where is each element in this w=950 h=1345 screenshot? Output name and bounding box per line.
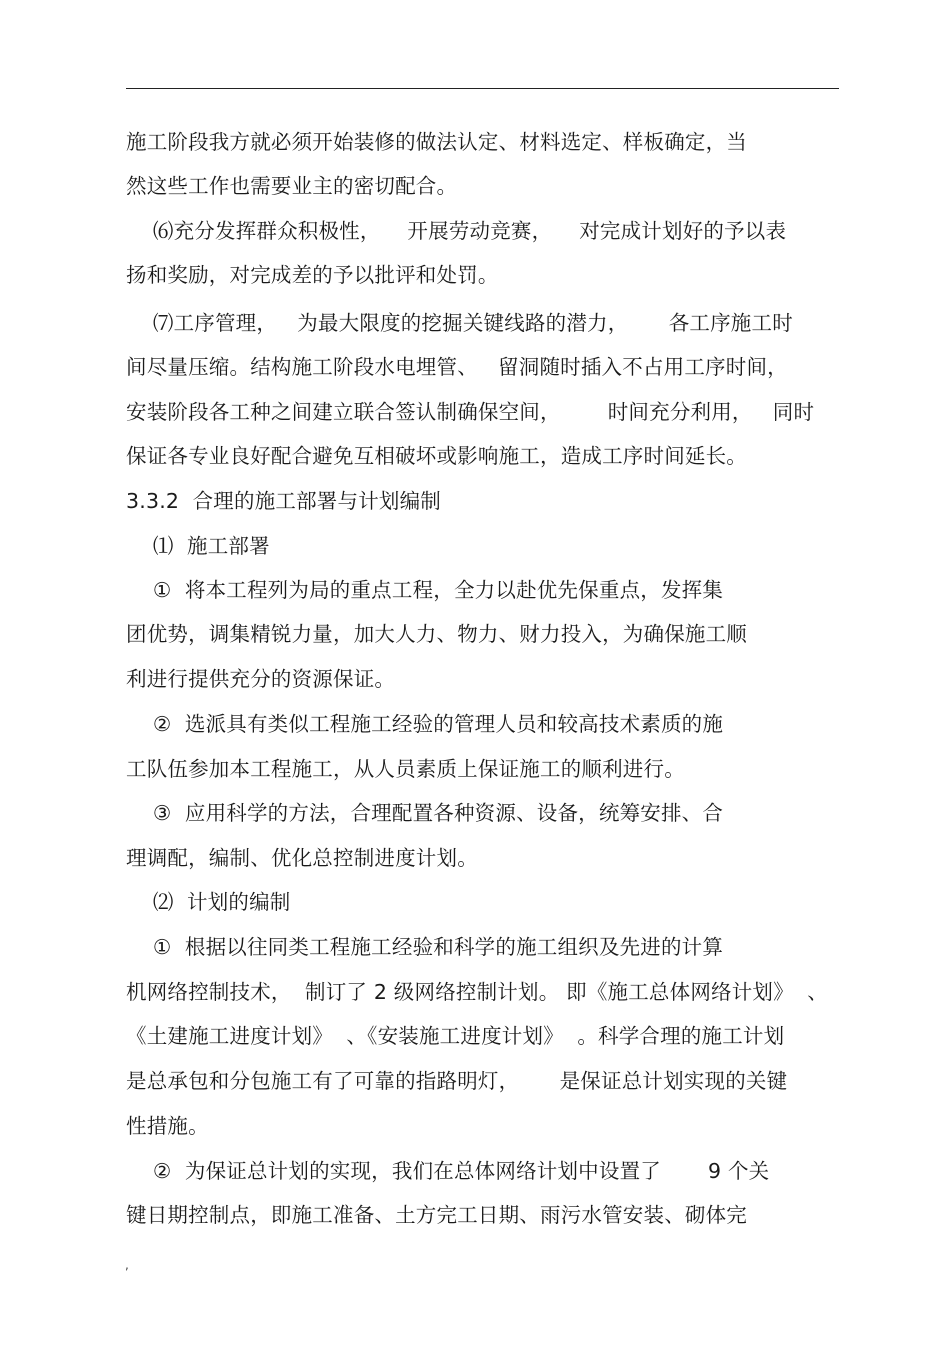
text-line-20: 机网络控制技术， 制订了 2 级网络控制计划。 即《施工总体网络计划》 、 bbox=[126, 980, 828, 1004]
text-line-25: 键日期控制点，即施工准备、土方完工日期、雨污水管安装、砌体完 bbox=[126, 1203, 747, 1227]
text-line-15: 工队伍参加本工程施工，从人员素质上保证施工的顺利进行。 bbox=[126, 757, 685, 781]
text-line-1: 施工阶段我方就必须开始装修的做法认定、材料选定、样板确定，当 bbox=[126, 130, 747, 154]
text-line-8: 保证各专业良好配合避免互相破坏或影响施工，造成工序时间延长。 bbox=[126, 444, 747, 468]
header-rule bbox=[126, 88, 839, 89]
text-line-3: ⑹充分发挥群众积极性， 开展劳动竞赛， 对完成计划好的予以表 bbox=[126, 219, 787, 243]
text-line-16: ③ 应用科学的方法，合理配置各种资源、设备，统筹安排、合 bbox=[126, 801, 724, 825]
text-line-2: 然这些工作也需要业主的密切配合。 bbox=[126, 174, 458, 198]
text-line-17: 理调配，编制、优化总控制进度计划。 bbox=[126, 846, 478, 870]
text-line-6: 间尽量压缩。结构施工阶段水电埋管、 留洞随时插入不占用工序时间， bbox=[126, 355, 788, 379]
text-line-19: ① 根据以往同类工程施工经验和科学的施工组织及先进的计算 bbox=[126, 935, 724, 959]
text-line-14: ② 选派具有类似工程施工经验的管理人员和较高技术素质的施 bbox=[126, 712, 724, 736]
text-line-24: ② 为保证总计划的实现，我们在总体网络计划中设置了 9 个关 bbox=[126, 1159, 770, 1183]
footer-mark: , bbox=[125, 1258, 129, 1272]
text-line-22: 是总承包和分包施工有了可靠的指路明灯， 是保证总计划实现的关键 bbox=[126, 1069, 788, 1093]
subheading-plan-compilation: ⑵ 计划的编制 bbox=[126, 890, 291, 914]
section-heading-3-3-2: 3.3.2 合理的施工部署与计划编制 bbox=[126, 489, 441, 513]
text-line-11: ① 将本工程列为局的重点工程，全力以赴优先保重点，发挥集 bbox=[126, 578, 724, 602]
text-line-12: 团优势，调集精锐力量，加大人力、物力、财力投入，为确保施工顺 bbox=[126, 622, 747, 646]
text-line-21: 《土建施工进度计划》 、《安装施工进度计划》 。科学合理的施工计划 bbox=[126, 1024, 785, 1048]
text-line-13: 利进行提供充分的资源保证。 bbox=[126, 667, 396, 691]
text-line-4: 扬和奖励，对完成差的予以批评和处罚。 bbox=[126, 263, 499, 287]
text-line-23: 性措施。 bbox=[126, 1114, 209, 1138]
text-line-7: 安装阶段各工种之间建立联合签认制确保空间， 时间充分利用， 同时 bbox=[126, 400, 815, 424]
text-line-5: ⑺工序管理， 为最大限度的挖掘关键线路的潜力， 各工序施工时 bbox=[126, 311, 793, 335]
subheading-construction-deployment: ⑴ 施工部署 bbox=[126, 534, 270, 558]
